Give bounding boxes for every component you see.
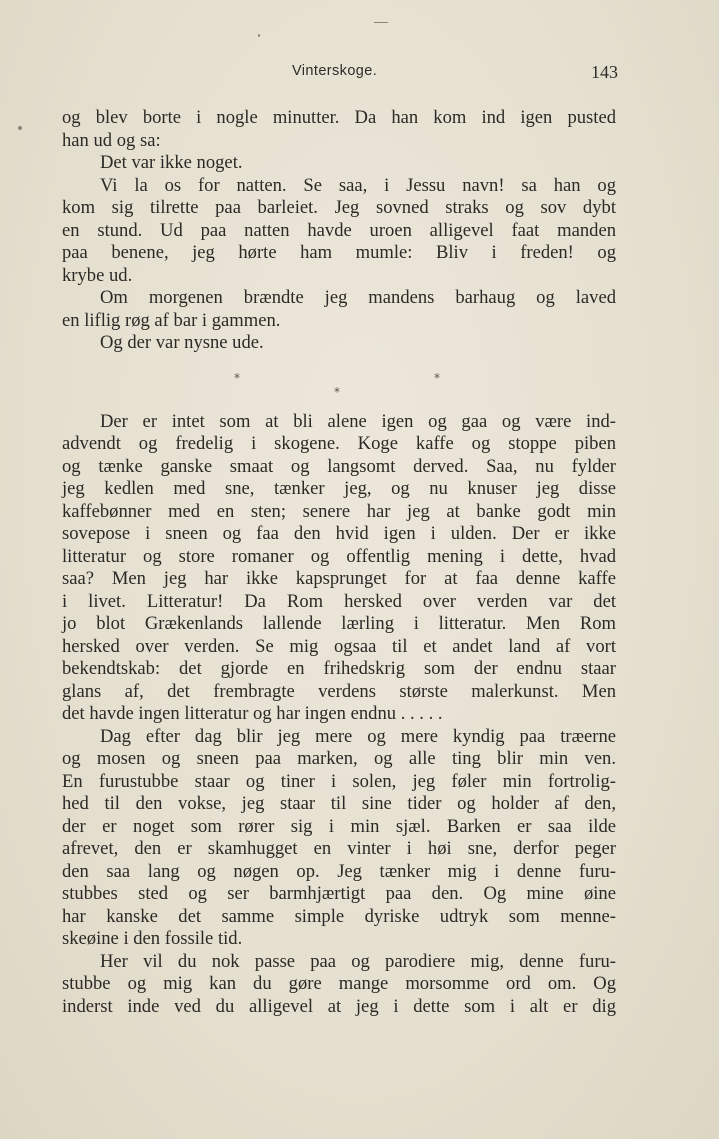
asterisk: * xyxy=(334,384,340,399)
text-line: kaffebønner med en sten; senere har jeg at banke godt min xyxy=(62,500,616,522)
paper-speck xyxy=(18,126,22,130)
text-line: En furustubbe staar og tiner i solen, jeg føler min fortrolig- xyxy=(62,770,616,792)
text-line: kom sig tilrette paa barleiet. Jeg sovned straks og sov dybt xyxy=(62,197,616,218)
text-line: krybe ud. xyxy=(62,264,133,286)
text-line: inderst inde ved du alligevel at jeg i dette som i alt er dig xyxy=(62,995,616,1017)
asterisk: * xyxy=(234,370,240,385)
text-line: Her vil du nok passe paa og parodiere mig, denne furu- xyxy=(100,950,616,972)
text-line: en liflig røg af bar i gammen. xyxy=(62,309,281,331)
text-line: der er noget som rører sig i min sjæl. Barken er saa ilde xyxy=(62,815,616,837)
running-title: Vinterskoge. xyxy=(292,63,378,79)
text-line: bekendtskab: det gjorde en frihedskrig som der endnu staar xyxy=(62,658,616,679)
text-line: afrevet, den er skamhugget en vinter i høi sne, derfor peger xyxy=(62,838,616,859)
text-line: skeøine i den fossile tid. xyxy=(62,928,243,949)
text-line: har kanske det samme simple dyriske udtryk som menne- xyxy=(62,905,616,927)
text-line: Det var ikke noget. xyxy=(100,152,243,173)
asterisk: * xyxy=(434,370,440,385)
text-line: han ud og sa: xyxy=(62,129,161,151)
text-line: Dag efter dag blir jeg mere og mere kyndig paa træerne xyxy=(100,725,616,747)
text-line: og blev borte i nogle minutter. Da han kom ind igen pusted xyxy=(62,107,616,128)
text-line: advendt og fredelig i skogene. Koge kaffe og stoppe piben xyxy=(62,433,616,454)
text-line: litteratur og store romaner og offentlig mening i dette, hvad xyxy=(62,545,616,567)
text-line: Og der var nysne ude. xyxy=(100,332,264,353)
text-line: glans af, det frembragte verdens største malerkunst. Men xyxy=(62,680,616,702)
text-line: den saa lang og nøgen op. Jeg tænker mig i denne furu- xyxy=(62,860,616,882)
text-line: stubbe og mig kan du gøre mange morsomme ord om. Og xyxy=(62,973,616,994)
text-line: jo blot Grækenlands lallende lærling i litteratur. Men Rom xyxy=(62,613,616,634)
text-line: paa benene, jeg hørte ham mumle: Bliv i freden! og xyxy=(62,242,616,263)
text-line: hed til den vokse, jeg staar til sine tider og holder af den, xyxy=(62,793,616,814)
text-line: i livet. Litteratur! Da Rom hersked over verden var det xyxy=(62,590,616,612)
text-line: jeg kedlen med sne, tænker jeg, og nu knuser jeg disse xyxy=(62,478,616,499)
page-header xyxy=(62,63,618,89)
text-line: Der er intet som at bli alene igen og gaa og være ind- xyxy=(100,410,616,432)
text-line: hersked over verden. Se mig ogsaa til et andet land af vort xyxy=(62,635,616,657)
text-line: Om morgenen brændte jeg mandens barhaug og laved xyxy=(100,287,616,308)
text-line: en stund. Ud paa natten havde uroen alligevel faat manden xyxy=(62,219,616,241)
text-line: Vi la os for natten. Se saa, i Jessu navn! sa han og xyxy=(100,174,616,196)
text-line: det havde ingen litteratur og har ingen endnu . . . . . xyxy=(62,703,443,724)
paper-speck xyxy=(258,34,260,37)
text-line: og tænke ganske smaat og langsomt derved. Saa, nu fylder xyxy=(62,455,616,477)
text-line: stubbes sted og ser barmhjærtigt paa den. Og mine øine xyxy=(62,883,616,904)
page-number: 143 xyxy=(591,62,618,82)
text-line: og mosen og sneen paa marken, og alle ting blir min ven. xyxy=(62,748,616,769)
body-text xyxy=(62,107,616,1018)
text-line: sovepose i sneen og faa den hvid igen i ulden. Der er ikke xyxy=(62,523,616,544)
text-line: saa? Men jeg har ikke kapsprunget for at faa denne kaffe xyxy=(62,568,616,589)
paper-speck xyxy=(374,22,388,23)
section-separator xyxy=(62,355,616,411)
